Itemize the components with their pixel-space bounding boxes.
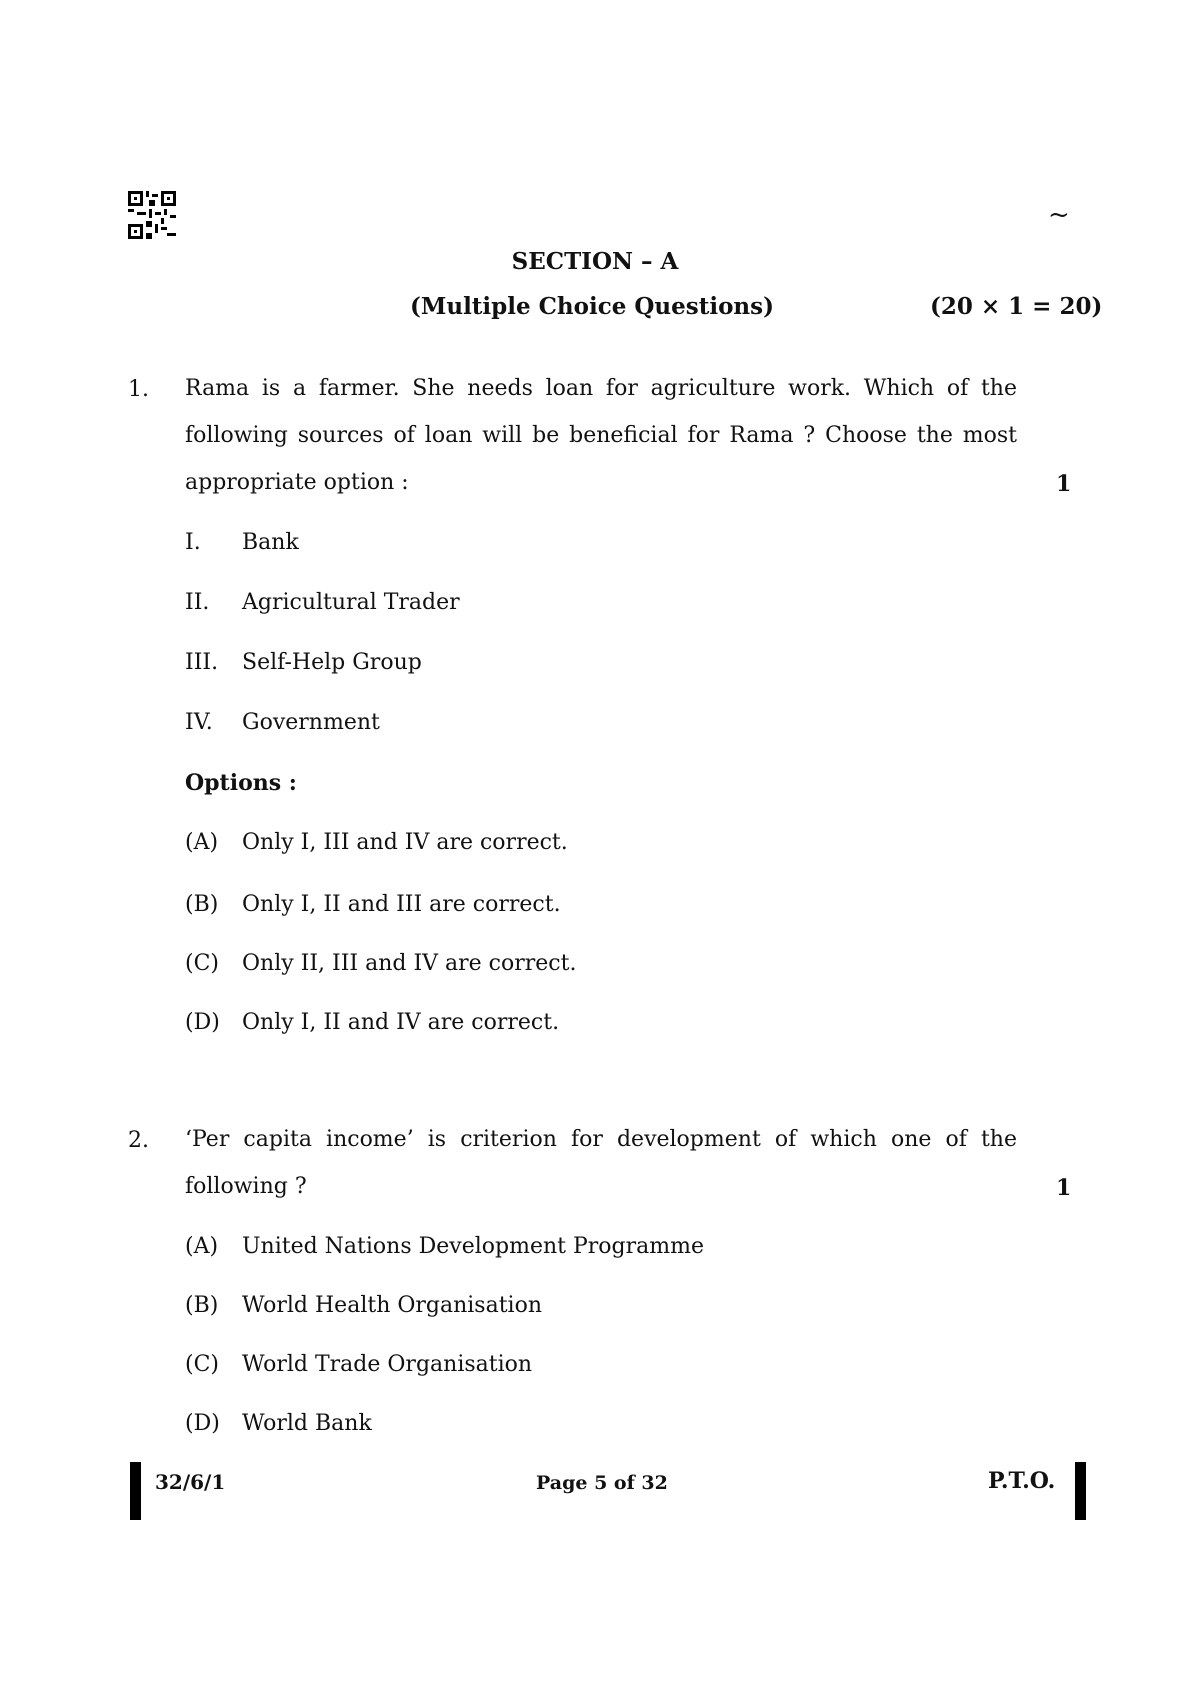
option-label: (D) [185, 1010, 220, 1035]
option-text: Only I, II and IV are correct. [242, 1010, 560, 1035]
question-text: ‘Per capita income’ is criterion for development of which one of the following ? [185, 1127, 1017, 1199]
option-item [185, 1352, 532, 1377]
question-number: 1. [128, 377, 149, 402]
option-text: World Health Organisation [242, 1293, 543, 1318]
question-marks: 1 [1056, 471, 1072, 497]
paper-code: 32/6/1 [155, 1470, 226, 1494]
question-number: 2. [128, 1128, 149, 1153]
tilde-mark: ~ [1048, 200, 1070, 230]
statement-item [185, 530, 299, 555]
option-label: (C) [185, 1352, 219, 1377]
statement-item [185, 650, 422, 675]
statement-label: II. [185, 590, 210, 615]
option-text: World Bank [242, 1411, 372, 1436]
option-item [185, 1411, 372, 1436]
option-item [185, 830, 568, 855]
section-marks: (20 × 1 = 20) [930, 293, 1103, 320]
statement-text: Government [242, 710, 380, 735]
statement-text: Self-Help Group [242, 650, 422, 675]
option-label: (D) [185, 1411, 220, 1436]
option-item [185, 1010, 559, 1035]
statement-item [185, 590, 460, 615]
question-marks: 1 [1056, 1175, 1072, 1201]
page-number: Page 5 of 32 [536, 1472, 668, 1494]
statement-item [185, 710, 380, 735]
footer-right-bar [1075, 1462, 1086, 1520]
option-label: (A) [185, 1234, 219, 1259]
option-item [185, 951, 576, 976]
option-text: Only II, III and IV are correct. [242, 951, 577, 976]
option-item [185, 1234, 704, 1259]
option-label: (B) [185, 1293, 219, 1318]
option-label: (A) [185, 830, 219, 855]
question-text: Rama is a farmer. She needs loan for agriculture work. Which of the following sources of loan will be beneficial for Rama ? Choose the most appropriate option : [185, 376, 1017, 495]
section-title: SECTION – A [511, 248, 679, 275]
option-text: World Trade Organisation [242, 1352, 533, 1377]
option-item [185, 892, 561, 917]
statement-label: IV. [185, 710, 213, 735]
option-text: Only I, II and III are correct. [242, 892, 561, 917]
option-item [185, 1293, 542, 1318]
statement-text: Agricultural Trader [242, 590, 460, 615]
footer-left-bar [130, 1462, 141, 1520]
option-text: Only I, III and IV are correct. [242, 830, 568, 855]
statement-text: Bank [242, 530, 299, 555]
section-subtitle: (Multiple Choice Questions) [410, 293, 774, 320]
qr-code-icon [128, 191, 176, 239]
option-text: United Nations Development Programme [242, 1234, 704, 1259]
statement-label: I. [185, 530, 201, 555]
statement-label: III. [185, 650, 219, 675]
option-label: (C) [185, 951, 219, 976]
options-heading: Options : [185, 770, 297, 796]
option-label: (B) [185, 892, 219, 917]
pto-label: P.T.O. [988, 1468, 1056, 1494]
